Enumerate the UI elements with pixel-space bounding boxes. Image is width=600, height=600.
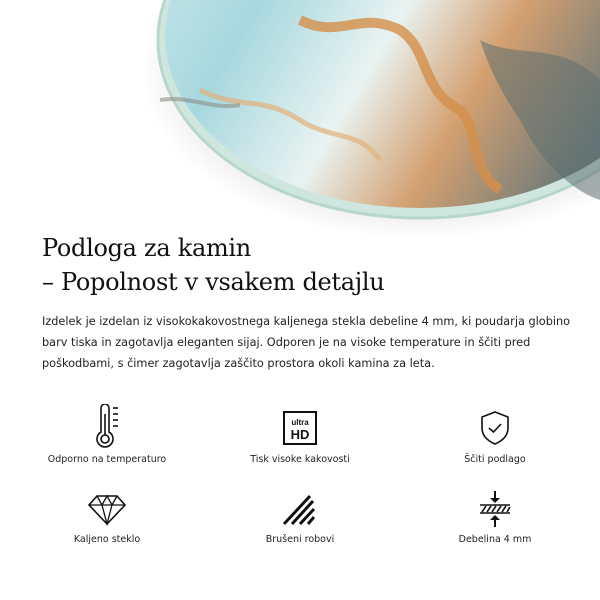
thermometer-icon <box>87 404 127 448</box>
feature-label: Debelina 4 mm <box>458 534 532 545</box>
feature-label: Ščiti podlago <box>464 454 526 465</box>
ultra-hd-icon <box>280 408 320 448</box>
badge-top-text: ultra <box>291 418 309 427</box>
product-image-marble-glass-plate <box>0 0 600 240</box>
feature-protects-surface <box>405 408 585 465</box>
badge-bottom-text: HD <box>290 427 310 442</box>
heading-line-1: Podloga za kamin <box>42 234 251 262</box>
heading-line-2: – Popolnost v vsakem detajlu <box>42 268 385 296</box>
feature-thickness <box>405 490 585 545</box>
shield-check-icon <box>475 408 515 448</box>
feature-label: Odporno na temperaturo <box>47 454 167 465</box>
diamond-icon <box>87 492 127 528</box>
thickness-icon <box>475 490 515 528</box>
feature-polished-edges <box>210 492 390 545</box>
feature-label: Tisk visoke kakovosti <box>250 454 350 465</box>
product-description: Izdelek je izdelan iz visokokakovostnega kaljenega stekla debeline 4 mm, ki poudarja globino barv tiska in zagotavlja eleganten sijaj. Odporen je na visoke temperature in ščiti pred poškodbami, s čimer zagotavlja zaščito prostora okoli kamina za leta. <box>42 315 571 370</box>
feature-label: Brušeni robovi <box>265 534 335 545</box>
feature-temperature <box>17 404 197 465</box>
feature-label: Kaljeno steklo <box>73 534 141 545</box>
polished-edges-icon <box>280 492 320 528</box>
feature-print-quality <box>210 408 390 465</box>
feature-tempered-glass <box>17 492 197 545</box>
